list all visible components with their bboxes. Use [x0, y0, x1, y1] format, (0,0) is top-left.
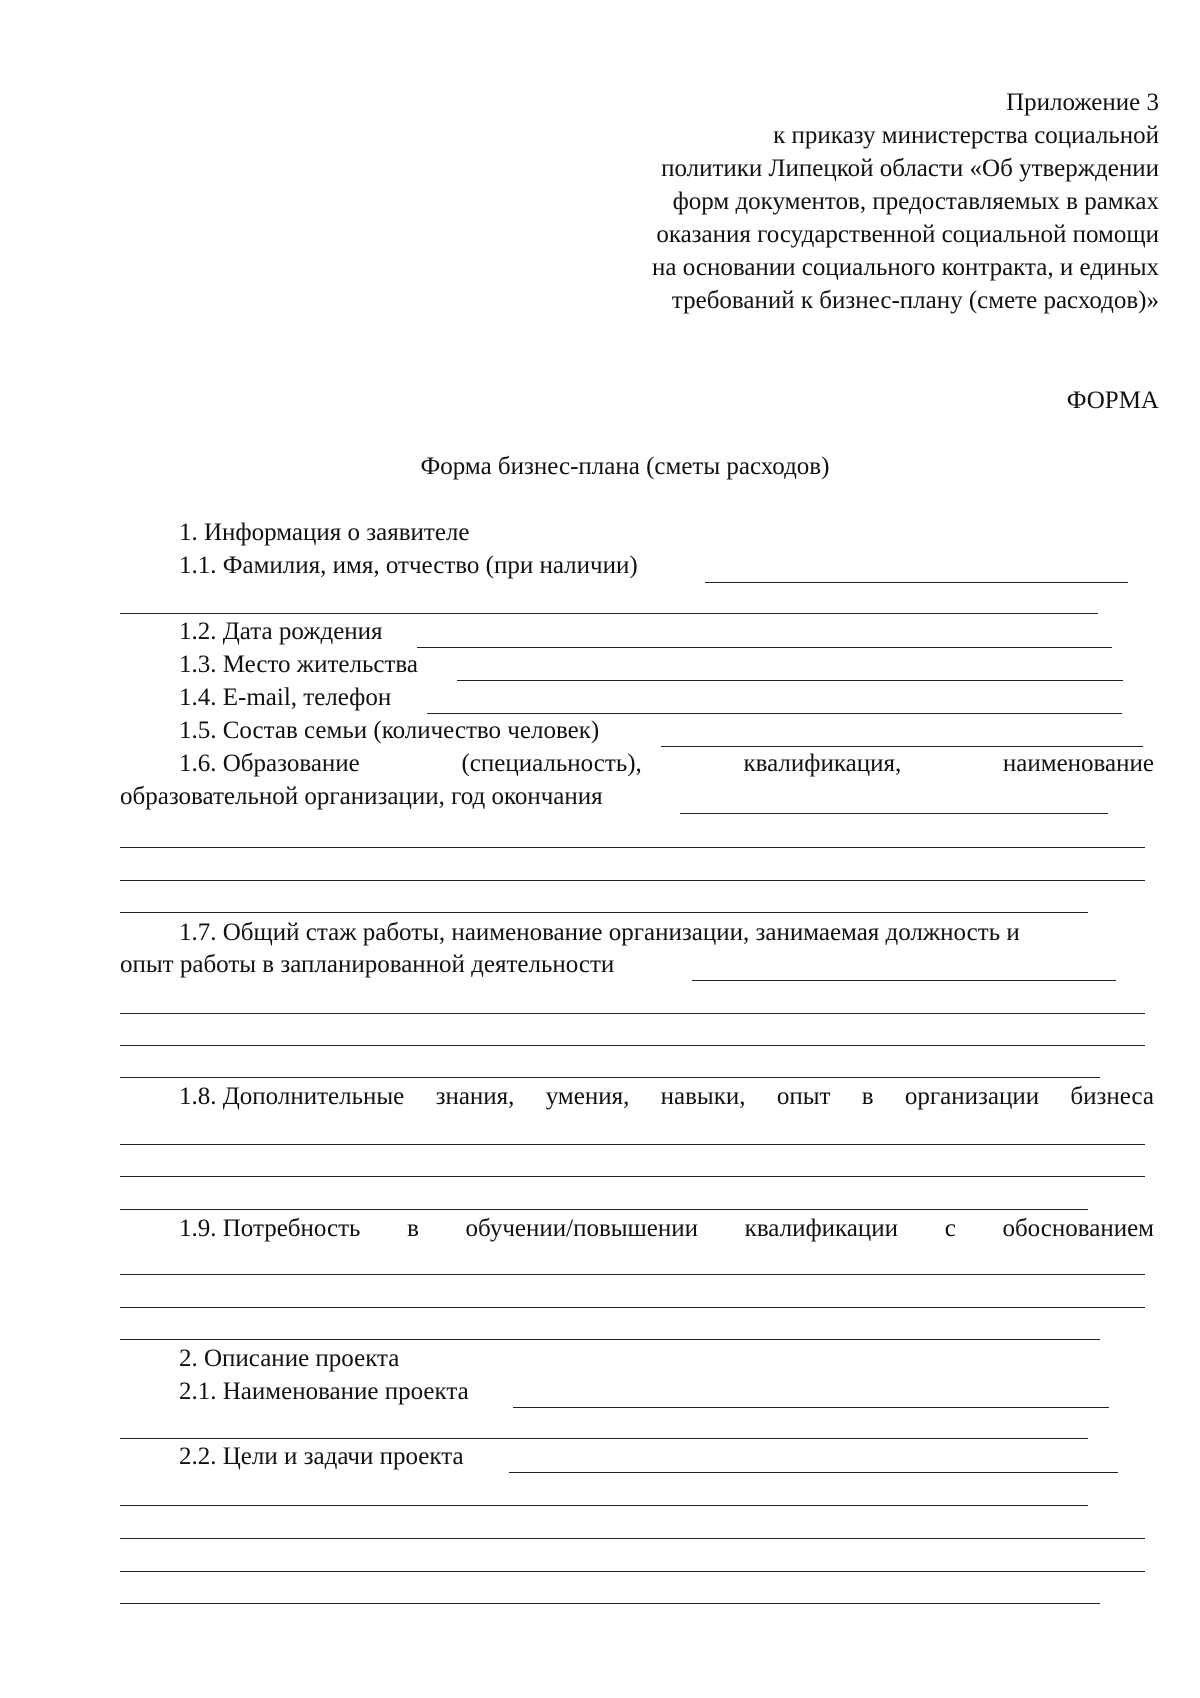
field-1-9-line-2[interactable]	[120, 1307, 1145, 1308]
field-1-8-word: знания,	[435, 1083, 515, 1110]
field-1-8-word: бизнеса	[1070, 1083, 1154, 1110]
field-1-2-label: 1.2. Дата рождения	[179, 618, 383, 645]
field-1-9-line[interactable]	[120, 1274, 1145, 1275]
field-1-6-line-4[interactable]	[120, 912, 1088, 913]
field-1-7-line-2[interactable]	[120, 1013, 1145, 1014]
field-1-9-word: с	[944, 1215, 956, 1242]
field-1-6-line[interactable]	[680, 813, 1108, 814]
field-1-3-label: 1.3. Место жительства	[179, 651, 418, 678]
field-1-1-line[interactable]	[705, 582, 1128, 583]
field-1-1-line-2[interactable]	[120, 613, 1098, 614]
header-line-3: политики Липецкой области «Об утверждении	[661, 155, 1159, 182]
field-1-6-word: наименование	[1002, 750, 1154, 777]
field-1-8-line-2[interactable]	[120, 1176, 1145, 1177]
field-1-8-word: в	[861, 1083, 874, 1110]
field-1-1-label: 1.1. Фамилия, имя, отчество (при наличии)	[179, 552, 638, 579]
field-2-2-line[interactable]	[509, 1472, 1118, 1473]
field-1-6-word: (специальность),	[461, 750, 642, 777]
field-1-9-word: квалификации	[744, 1215, 899, 1242]
header-line-4: форм документов, предоставляемых в рамках	[672, 188, 1159, 215]
field-2-1-line-2[interactable]	[120, 1438, 1088, 1439]
form-label: ФОРМА	[1066, 387, 1159, 414]
field-2-2-line-4[interactable]	[120, 1571, 1145, 1572]
header-line-6: на основании социального контракта, и единых	[652, 254, 1159, 281]
field-1-3-line[interactable]	[457, 680, 1123, 681]
field-1-7-line[interactable]	[692, 980, 1116, 981]
field-1-9-line-3[interactable]	[120, 1339, 1100, 1340]
field-2-2-line-5[interactable]	[120, 1603, 1100, 1604]
field-1-7-label: 1.7. Общий стаж работы, наименование организации, занимаемая должность и	[179, 919, 1020, 946]
field-1-4-line[interactable]	[427, 713, 1122, 714]
field-1-7-continuation: опыт работы в запланированной деятельности	[120, 951, 615, 978]
field-2-1-line[interactable]	[513, 1407, 1109, 1408]
header-line-7: требований к бизнес-плану (смете расходов)»	[671, 287, 1159, 314]
field-1-9-word: обучении/повышении	[465, 1215, 699, 1242]
field-1-9-word: в	[407, 1215, 419, 1242]
field-1-9-word: обоснованием	[1002, 1215, 1154, 1242]
field-1-8-word: организации	[904, 1083, 1040, 1110]
field-1-6-continuation: образовательной организации, год окончания	[120, 783, 603, 810]
document-title: Форма бизнес-плана (сметы расходов)	[420, 453, 830, 480]
field-1-9-word: 1.9. Потребность	[179, 1215, 361, 1242]
section-2-heading: 2. Описание проекта	[179, 1345, 400, 1372]
field-1-4-label: 1.4. E-mail, телефон	[179, 684, 392, 711]
field-1-5-label: 1.5. Состав семьи (количество человек)	[179, 717, 600, 744]
field-1-8-word: умения,	[545, 1083, 630, 1110]
field-2-2-line-2[interactable]	[120, 1505, 1088, 1506]
section-1-heading: 1. Информация о заявителе	[179, 519, 470, 546]
header-line-2: к приказу министерства социальной	[773, 122, 1159, 149]
field-1-8-line[interactable]	[120, 1144, 1145, 1145]
field-1-7-line-4[interactable]	[120, 1077, 1100, 1078]
field-1-8-word: навыки,	[660, 1083, 746, 1110]
field-1-8-word: 1.8. Дополнительные	[179, 1083, 405, 1110]
field-1-8-line-3[interactable]	[120, 1209, 1088, 1210]
field-2-2-line-3[interactable]	[120, 1538, 1145, 1539]
field-1-6-line-3[interactable]	[120, 880, 1145, 881]
header-line-5: оказания государственной социальной помощи	[656, 221, 1159, 248]
field-2-2-label: 2.2. Цели и задачи проекта	[179, 1443, 464, 1470]
field-2-1-label: 2.1. Наименование проекта	[179, 1378, 469, 1405]
field-1-6-word: 1.6. Образование	[179, 750, 360, 777]
field-1-6-label	[179, 749, 1154, 779]
header-line-1: Приложение 3	[1006, 89, 1159, 116]
field-1-5-line[interactable]	[661, 746, 1143, 747]
field-1-6-word: квалификация,	[743, 750, 902, 777]
field-1-9-label	[179, 1214, 1154, 1244]
field-1-6-line-2[interactable]	[120, 847, 1145, 848]
field-1-8-label	[179, 1082, 1154, 1112]
field-1-8-word: опыт	[776, 1083, 831, 1110]
field-1-2-line[interactable]	[417, 647, 1112, 648]
field-1-7-line-3[interactable]	[120, 1045, 1145, 1046]
